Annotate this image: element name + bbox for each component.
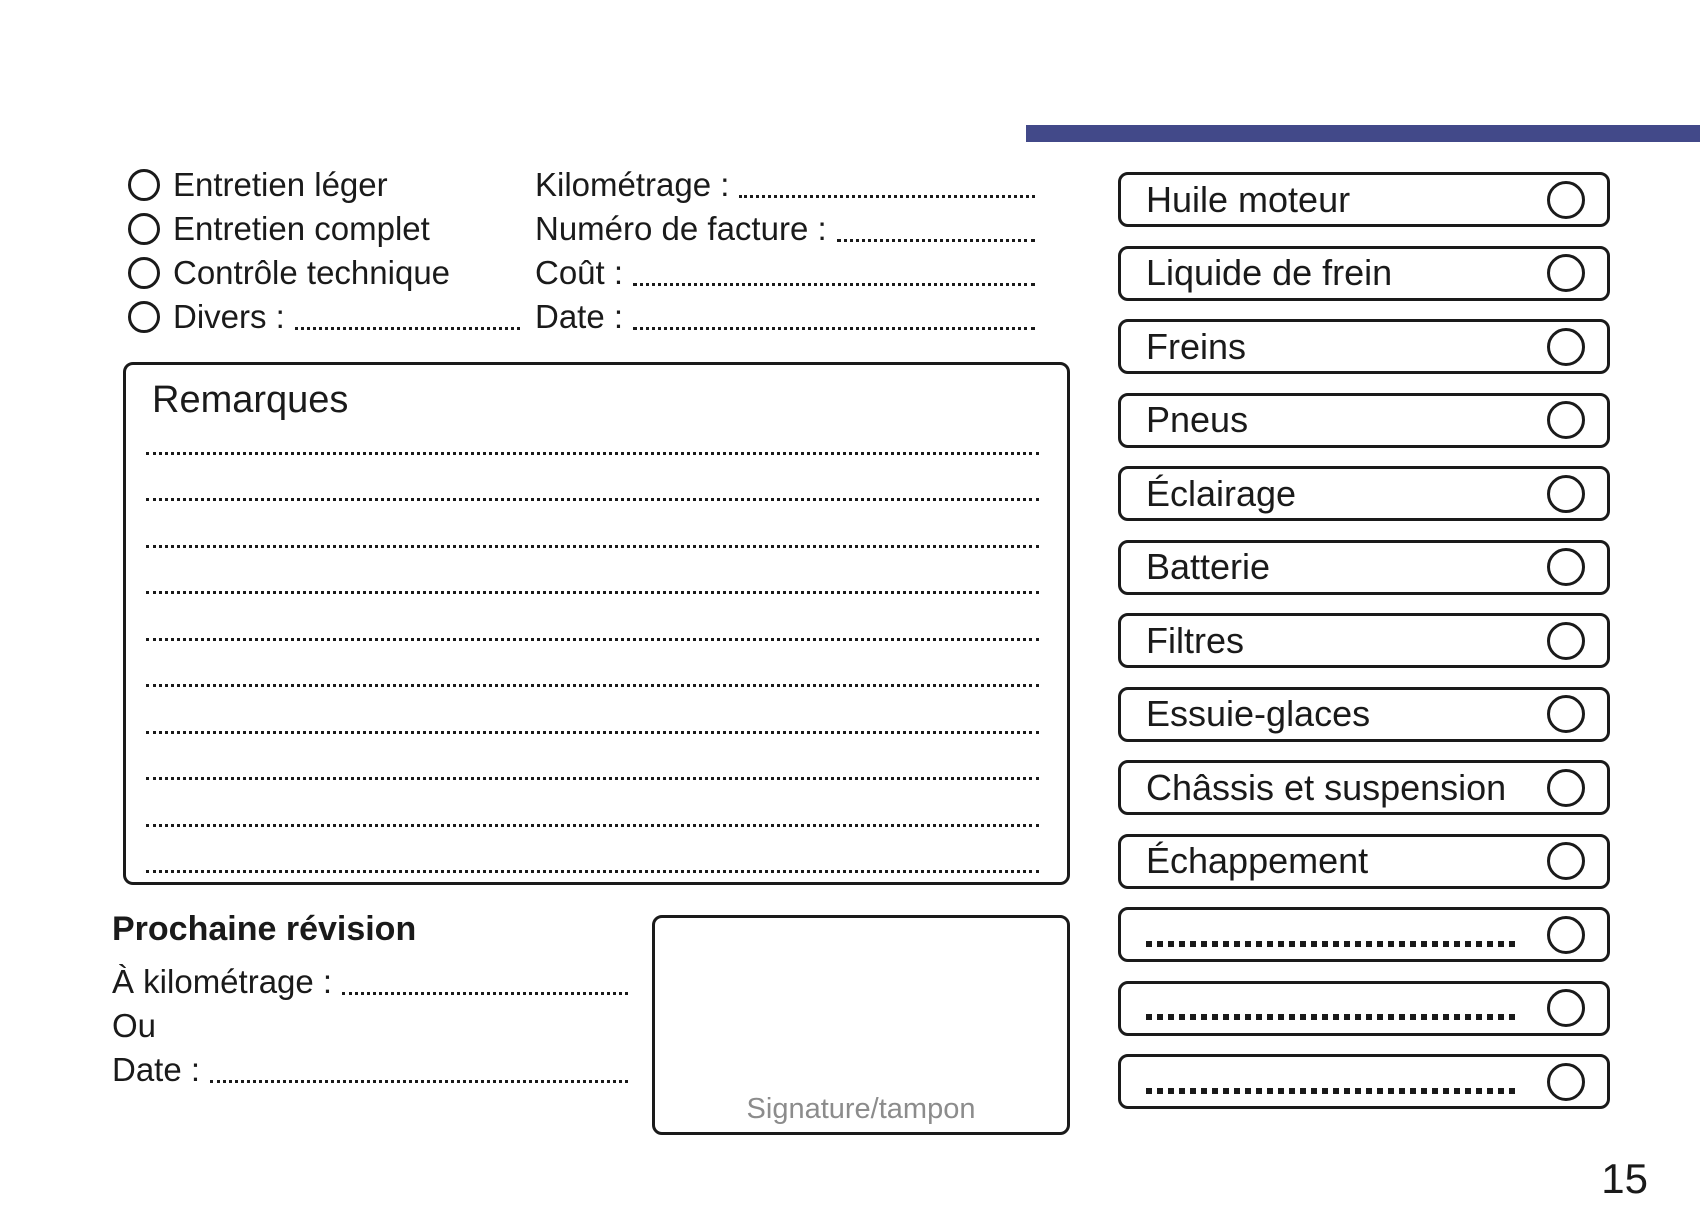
next-service-section: [112, 908, 628, 1092]
checklist-item-label: Liquide de frein: [1146, 252, 1393, 293]
check-circle-icon[interactable]: [1547, 622, 1585, 660]
service-type-option: [128, 163, 568, 207]
remarks-title: Remarques: [152, 379, 349, 421]
invoice-field-label: Date :: [535, 298, 624, 335]
next-service-label: À kilométrage :: [112, 963, 333, 1000]
service-type-label: Divers :: [173, 298, 285, 335]
radio-circle-icon[interactable]: [128, 257, 160, 289]
check-circle-icon[interactable]: [1547, 254, 1585, 292]
next-service-fields: [112, 960, 628, 1092]
next-service-row: [112, 1048, 628, 1092]
checklist-item-label: Batterie: [1146, 546, 1271, 587]
checklist-item-label: Filtres: [1146, 619, 1244, 661]
checklist-item: [1118, 981, 1610, 1036]
checklist-item-label: Châssis et suspension: [1146, 766, 1507, 808]
ruled-line[interactable]: [146, 548, 1039, 595]
divers-fill-in-field[interactable]: [295, 327, 520, 330]
invoice-field-label: Kilométrage :: [535, 166, 730, 203]
check-circle-icon[interactable]: [1547, 842, 1585, 880]
checklist-item-label: Pneus: [1146, 399, 1249, 440]
invoice-field-row: [535, 207, 1035, 251]
checklist-item-label: Freins: [1146, 325, 1247, 367]
checklist-item: [1118, 687, 1610, 742]
next-service-title: Prochaine révision: [112, 910, 417, 948]
checklist-item: [1118, 760, 1610, 815]
signature-box[interactable]: [652, 915, 1070, 1135]
checklist-item: [1118, 319, 1610, 374]
ruled-line[interactable]: [146, 827, 1039, 874]
ruled-line[interactable]: [146, 455, 1039, 502]
service-type-option: [128, 207, 568, 251]
checklist-item: [1118, 540, 1610, 595]
radio-circle-icon[interactable]: [128, 169, 160, 201]
next-service-row: [112, 960, 628, 1004]
checklist-item-label: Essuie-glaces: [1146, 693, 1371, 734]
service-type-list: [128, 163, 568, 339]
invoice-field-row: [535, 163, 1035, 207]
check-circle-icon[interactable]: [1547, 181, 1585, 219]
ruled-line[interactable]: [146, 687, 1039, 734]
invoice-field-list: [535, 163, 1035, 339]
checklist-item: [1118, 1054, 1610, 1109]
invoice-field-row: [535, 251, 1035, 295]
checklist-item: [1118, 172, 1610, 227]
check-circle-icon[interactable]: [1547, 769, 1585, 807]
service-type-option: [128, 295, 568, 339]
fill-in-field[interactable]: [210, 1080, 628, 1083]
page-number: 15: [1601, 1155, 1648, 1202]
checklist-blank-fill-in[interactable]: [1146, 1088, 1515, 1094]
check-circle-icon[interactable]: [1547, 695, 1585, 733]
ruled-line[interactable]: [146, 641, 1039, 688]
check-circle-icon[interactable]: [1547, 1063, 1585, 1101]
next-service-label: Ou: [112, 1007, 157, 1044]
service-type-option: [128, 251, 568, 295]
fill-in-field[interactable]: [739, 195, 1035, 198]
check-circle-icon[interactable]: [1547, 916, 1585, 954]
checklist-blank-fill-in[interactable]: [1146, 941, 1515, 947]
checklist-item-label: Échappement: [1146, 840, 1369, 881]
radio-circle-icon[interactable]: [128, 213, 160, 245]
ruled-line[interactable]: [146, 594, 1039, 641]
checklist-item: [1118, 466, 1610, 521]
checklist-item: [1118, 907, 1610, 962]
service-type-label: Entretien léger: [173, 166, 388, 203]
checklist-item: [1118, 393, 1610, 448]
ruled-line[interactable]: [146, 734, 1039, 781]
checklist-item-label: Huile moteur: [1146, 178, 1351, 220]
fill-in-field[interactable]: [633, 327, 1035, 330]
service-type-label: Contrôle technique: [173, 254, 451, 291]
next-service-label: Date :: [112, 1051, 201, 1088]
remarks-lines: [146, 408, 1039, 873]
checklist: [1118, 172, 1610, 1109]
checklist-item: [1118, 834, 1610, 889]
checklist-item-label: Éclairage: [1146, 472, 1297, 514]
checklist-item: [1118, 246, 1610, 301]
invoice-field-label: Numéro de facture :: [535, 210, 827, 247]
accent-bar: [1026, 125, 1700, 142]
check-circle-icon[interactable]: [1547, 989, 1585, 1027]
invoice-field-row: [535, 295, 1035, 339]
invoice-field-label: Coût :: [535, 254, 624, 291]
radio-circle-icon[interactable]: [128, 301, 160, 333]
ruled-line[interactable]: [146, 408, 1039, 455]
fill-in-field[interactable]: [837, 239, 1035, 242]
check-circle-icon[interactable]: [1547, 475, 1585, 513]
service-type-label: Entretien complet: [173, 210, 430, 247]
fill-in-field[interactable]: [342, 992, 628, 995]
signature-label: Signature/tampon: [746, 1093, 976, 1125]
check-circle-icon[interactable]: [1547, 401, 1585, 439]
checklist-blank-fill-in[interactable]: [1146, 1014, 1515, 1020]
next-service-row: [112, 1004, 628, 1048]
checklist-item: [1118, 613, 1610, 668]
remarks-box: [123, 362, 1070, 885]
ruled-line[interactable]: [146, 501, 1039, 548]
ruled-line[interactable]: [146, 780, 1039, 827]
check-circle-icon[interactable]: [1547, 328, 1585, 366]
check-circle-icon[interactable]: [1547, 548, 1585, 586]
fill-in-field[interactable]: [633, 283, 1035, 286]
